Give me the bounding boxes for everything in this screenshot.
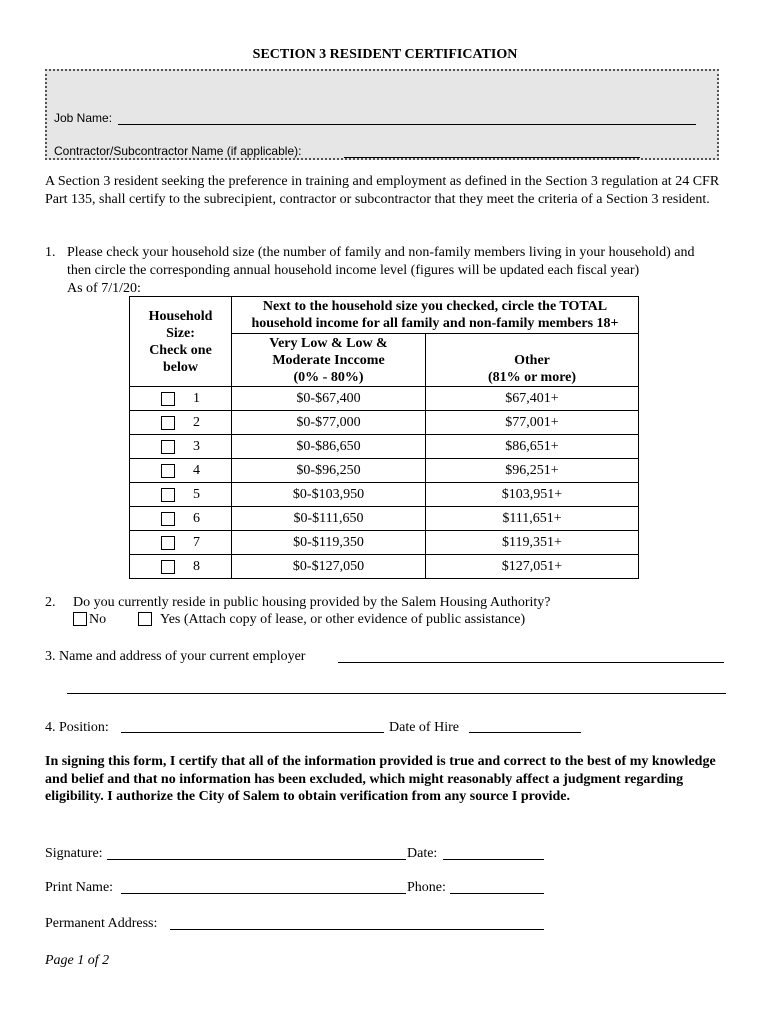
low-income-header: Very Low & Low & Moderate Inccome (0% - 80%): [232, 334, 426, 387]
household-size-number: 1: [193, 391, 200, 406]
date-label: Date:: [407, 846, 438, 861]
table-row: [130, 387, 639, 411]
signature-label: Signature:: [45, 846, 103, 861]
household-size-number: 6: [193, 511, 200, 526]
date-of-hire-field[interactable]: [469, 732, 581, 733]
print-name-field[interactable]: [121, 893, 406, 894]
position-field[interactable]: [121, 732, 384, 733]
q2-question: Do you currently reside in public housing provided by the Salem Housing Authority?: [73, 595, 551, 610]
page-number: Page 1 of 2: [45, 953, 110, 968]
q2-number: 2.: [45, 595, 56, 610]
household-size-cell: [130, 483, 232, 507]
household-size-checkbox[interactable]: [161, 488, 175, 502]
household-size-cell: [130, 531, 232, 555]
low-income-cell[interactable]: $0-$127,050: [232, 555, 426, 579]
page-title: SECTION 3 RESIDENT CERTIFICATION: [252, 47, 518, 62]
other-income-cell[interactable]: $103,951+: [426, 483, 639, 507]
permanent-address-field[interactable]: [170, 929, 544, 930]
low-income-cell[interactable]: $0-$77,000: [232, 411, 426, 435]
q1-text-line1: Please check your household size (the number of family and non-family members living in your household) and: [67, 245, 695, 260]
job-name-field[interactable]: [118, 124, 696, 125]
date-of-hire-label: Date of Hire: [389, 720, 459, 735]
phone-field[interactable]: [450, 893, 544, 894]
employer-address-field[interactable]: [67, 693, 726, 694]
low-income-cell[interactable]: $0-$96,250: [232, 459, 426, 483]
table-row: [130, 531, 639, 555]
low-income-cell[interactable]: $0-$111,650: [232, 507, 426, 531]
household-size-number: 7: [193, 535, 200, 550]
signature-field[interactable]: [107, 859, 406, 860]
household-size-header: Household Size: Check one below: [130, 297, 232, 387]
table-row: [130, 435, 639, 459]
low-income-cell[interactable]: $0-$86,650: [232, 435, 426, 459]
household-size-cell: [130, 387, 232, 411]
household-size-checkbox[interactable]: [161, 392, 175, 406]
household-size-number: 5: [193, 487, 200, 502]
household-size-number: 4: [193, 463, 200, 478]
intro-paragraph: A Section 3 resident seeking the preference in training and employment as defined in the Section 3 regulation at 24 CFR Part 135, shall certify to the subrecipient, contractor or subcontractor that they meet the criteria of a Section 3 resident.: [45, 174, 720, 207]
no-label: No: [89, 612, 107, 627]
contractor-name-label: Contractor/Subcontractor Name (if applicable):: [54, 144, 302, 158]
q1-number: 1.: [45, 245, 56, 260]
employer-field[interactable]: [338, 662, 724, 663]
job-name-label: Job Name:: [54, 111, 113, 125]
household-size-cell: [130, 459, 232, 483]
no-checkbox[interactable]: [73, 612, 87, 626]
income-instruction-header: Next to the household size you checked, circle the TOTAL household income for all family and non-family members 18+: [232, 297, 639, 334]
household-size-checkbox[interactable]: [161, 416, 175, 430]
q1-text-line2: then circle the corresponding annual household income level (figures will be updated each fiscal year): [67, 263, 640, 278]
household-size-checkbox[interactable]: [161, 512, 175, 526]
household-size-cell: [130, 435, 232, 459]
other-income-header: Other (81% or more): [426, 334, 639, 387]
low-income-cell[interactable]: $0-$119,350: [232, 531, 426, 555]
other-income-cell[interactable]: $96,251+: [426, 459, 639, 483]
other-income-cell[interactable]: $86,651+: [426, 435, 639, 459]
date-field[interactable]: [443, 859, 544, 860]
other-income-cell[interactable]: $77,001+: [426, 411, 639, 435]
certification-statement: In signing this form, I certify that all of the information provided is true and correct to the best of my knowledge and belief and that no information has been excluded, which might reasonably affect a judgment regarding eligibility. I authorize the City of Salem to obtain verification from any source I provide.: [45, 754, 716, 804]
household-size-cell: [130, 507, 232, 531]
household-size-cell: [130, 555, 232, 579]
table-row: [130, 411, 639, 435]
yes-label: Yes (Attach copy of lease, or other evidence of public assistance): [160, 612, 526, 627]
other-income-cell[interactable]: $111,651+: [426, 507, 639, 531]
income-table: [129, 296, 639, 579]
permanent-address-label: Permanent Address:: [45, 916, 158, 931]
household-size-checkbox[interactable]: [161, 440, 175, 454]
low-income-cell[interactable]: $0-$103,950: [232, 483, 426, 507]
print-name-label: Print Name:: [45, 880, 114, 895]
other-income-cell[interactable]: $67,401+: [426, 387, 639, 411]
household-size-number: 2: [193, 415, 200, 430]
low-income-cell[interactable]: $0-$67,400: [232, 387, 426, 411]
household-size-number: 8: [193, 559, 200, 574]
table-row: [130, 507, 639, 531]
yes-checkbox[interactable]: [138, 612, 152, 626]
household-size-checkbox[interactable]: [161, 560, 175, 574]
phone-label: Phone:: [407, 880, 446, 895]
table-row: [130, 555, 639, 579]
employer-label: 3. Name and address of your current employer: [45, 649, 306, 664]
table-row: [130, 459, 639, 483]
other-income-cell[interactable]: $127,051+: [426, 555, 639, 579]
household-size-cell: [130, 411, 232, 435]
table-row: [130, 483, 639, 507]
household-size-number: 3: [193, 439, 200, 454]
q1-as-of-date: As of 7/1/20:: [67, 281, 141, 296]
other-income-cell[interactable]: $119,351+: [426, 531, 639, 555]
contractor-name-field[interactable]: [344, 157, 640, 158]
household-size-checkbox[interactable]: [161, 536, 175, 550]
position-label: 4. Position:: [45, 720, 109, 735]
household-size-checkbox[interactable]: [161, 464, 175, 478]
